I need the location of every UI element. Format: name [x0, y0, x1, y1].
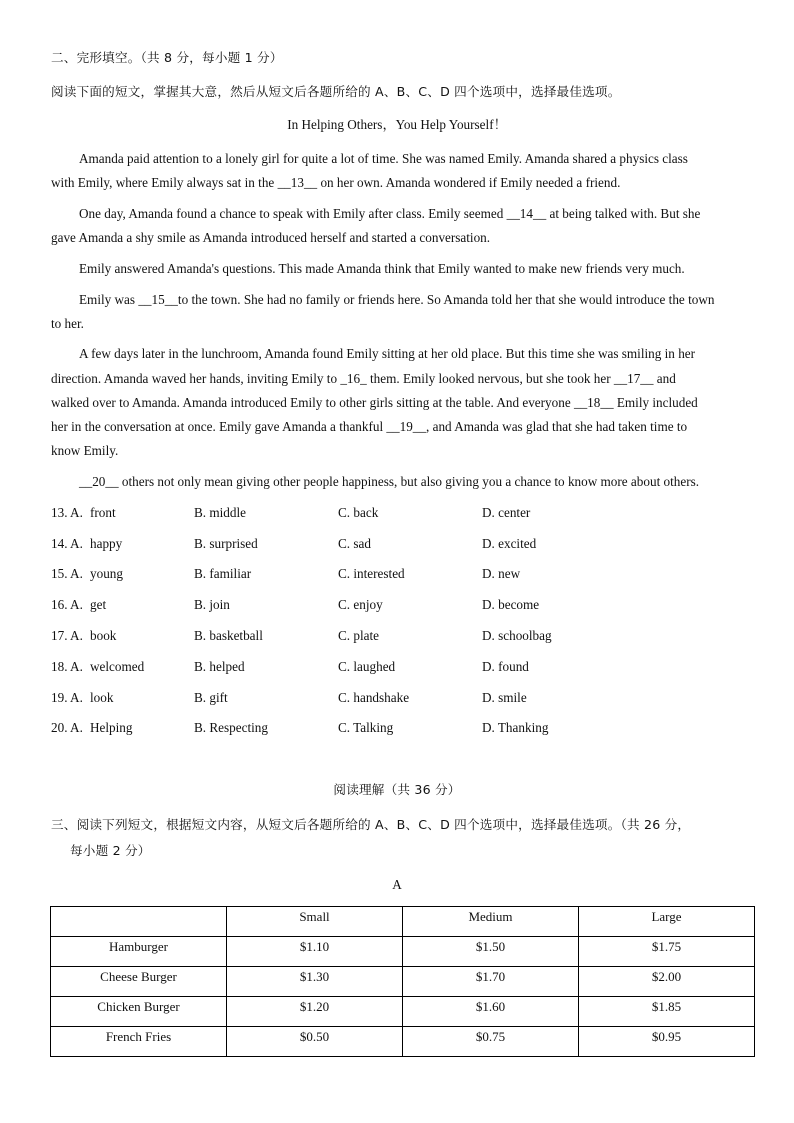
table-header-cell: Large	[579, 907, 755, 937]
paragraph-line: with Emily, where Emily always sat in the __13__ on her own. Amanda wondered if Emily needed a friend.	[51, 175, 621, 190]
question-number: 19. A.	[51, 690, 83, 705]
table-row	[51, 937, 755, 967]
section2-instruction: 阅读下面的短文，掌握其大意，然后从短文后各题所给的 A、B、C、D 四个选项中，选择最佳选项。	[51, 84, 621, 99]
table-cell: $0.75	[403, 1027, 579, 1057]
paragraph-line: know Emily.	[51, 443, 119, 458]
option-d: D. excited	[482, 536, 537, 551]
option-d: D. new	[482, 566, 521, 581]
option-c: C. enjoy	[338, 597, 383, 612]
table-header-cell: Small	[227, 907, 403, 937]
table-row	[51, 1027, 755, 1057]
table-header-cell: Medium	[403, 907, 579, 937]
option-a: book	[90, 628, 117, 643]
option-b: B. join	[194, 597, 230, 612]
table-row	[51, 967, 755, 997]
option-d: D. found	[482, 659, 529, 674]
question-number: 14. A.	[51, 536, 83, 551]
option-b: B. surprised	[194, 536, 258, 551]
paragraph-line: her in the conversation at once. Emily gave Amanda a thankful __19__, and Amanda was glad that she had taken time to	[51, 419, 688, 434]
table-cell: $1.10	[227, 937, 403, 967]
table-cell: French Fries	[51, 1027, 227, 1057]
option-c: C. laughed	[338, 659, 396, 674]
passage-label: A	[392, 877, 402, 892]
paragraph-line: direction. Amanda waved her hands, inviting Emily to _16_ them. Emily looked nervous, but she took her __17__ and	[51, 371, 676, 386]
option-a: young	[90, 566, 123, 581]
section3-heading: 三、阅读下列短文，根据短文内容，从短文后各题所给的 A、B、C、D 四个选项中，选择最佳选项。（共 26 分，	[51, 817, 691, 832]
table-row	[51, 997, 755, 1027]
table-header-cell	[51, 907, 227, 937]
option-c: C. plate	[338, 628, 380, 643]
paragraph-line: to her.	[51, 316, 84, 331]
question-number: 16. A.	[51, 597, 83, 612]
paragraph-line: Amanda paid attention to a lonely girl for quite a lot of time. She was named Emily. Amanda shared a physics class	[79, 151, 688, 166]
question-number: 18. A.	[51, 659, 83, 674]
option-b: B. familiar	[194, 566, 252, 581]
table-cell: $1.50	[403, 937, 579, 967]
passage-title: In Helping Others，You Help Yourself！	[287, 117, 507, 132]
option-a: get	[90, 597, 107, 612]
table-cell: Chicken Burger	[51, 997, 227, 1027]
paragraph-line: Emily was __15__to the town. She had no family or friends here. So Amanda told her that she would introduce the town	[79, 292, 715, 307]
table-cell: $0.95	[579, 1027, 755, 1057]
question-number: 15. A.	[51, 566, 83, 581]
option-a: happy	[90, 536, 123, 551]
table-cell: $0.50	[227, 1027, 403, 1057]
table-cell: $1.85	[579, 997, 755, 1027]
option-d: D. Thanking	[482, 720, 549, 735]
table-cell: Cheese Burger	[51, 967, 227, 997]
paragraph-line: Emily answered Amanda's questions. This made Amanda think that Emily wanted to make new friends very much.	[79, 261, 685, 276]
option-b: B. Respecting	[194, 720, 268, 735]
option-d: D. smile	[482, 690, 527, 705]
table-cell: $1.70	[403, 967, 579, 997]
option-a: front	[90, 505, 116, 520]
price-table	[50, 906, 755, 1057]
option-c: C. interested	[338, 566, 405, 581]
table-cell: $1.20	[227, 997, 403, 1027]
table-cell: $1.60	[403, 997, 579, 1027]
option-a: look	[90, 690, 114, 705]
option-d: D. center	[482, 505, 531, 520]
paragraph-line: One day, Amanda found a chance to speak with Emily after class. Emily seemed __14__ at being talked with. But she	[79, 206, 701, 221]
option-b: B. gift	[194, 690, 228, 705]
table-header-row	[51, 907, 755, 937]
option-a: welcomed	[90, 659, 145, 674]
paragraph-line: gave Amanda a shy smile as Amanda introduced herself and started a conversation.	[51, 230, 491, 245]
option-c: C. handshake	[338, 690, 410, 705]
option-c: C. sad	[338, 536, 371, 551]
table-cell: $1.75	[579, 937, 755, 967]
question-number: 17. A.	[51, 628, 83, 643]
paragraph-line: __20__ others not only mean giving other people happiness, but also giving you a chance to know more about others.	[79, 474, 700, 489]
question-number: 13. A.	[51, 505, 83, 520]
option-b: B. helped	[194, 659, 245, 674]
paragraph-line: A few days later in the lunchroom, Amanda found Emily sitting at her old place. But this time she was smiling in her	[79, 346, 696, 361]
reading-heading: 阅读理解（共 36 分）	[333, 782, 461, 797]
option-b: B. middle	[194, 505, 247, 520]
question-number: 20. A.	[51, 720, 83, 735]
option-c: C. back	[338, 505, 379, 520]
table-cell: $1.30	[227, 967, 403, 997]
option-a: Helping	[90, 720, 133, 735]
table-cell: $2.00	[579, 967, 755, 997]
option-c: C. Talking	[338, 720, 394, 735]
section2-heading: 二、完形填空。（共 8 分，每小题 1 分）	[51, 50, 283, 65]
option-d: D. schoolbag	[482, 628, 552, 643]
option-b: B. basketball	[194, 628, 263, 643]
section3-heading-cont: 每小题 2 分）	[70, 843, 151, 858]
table-cell: Hamburger	[51, 937, 227, 967]
option-d: D. become	[482, 597, 540, 612]
paragraph-line: walked over to Amanda. Amanda introduced Emily to other girls sitting at the table. And everyone __18__ Emily included	[51, 395, 698, 410]
